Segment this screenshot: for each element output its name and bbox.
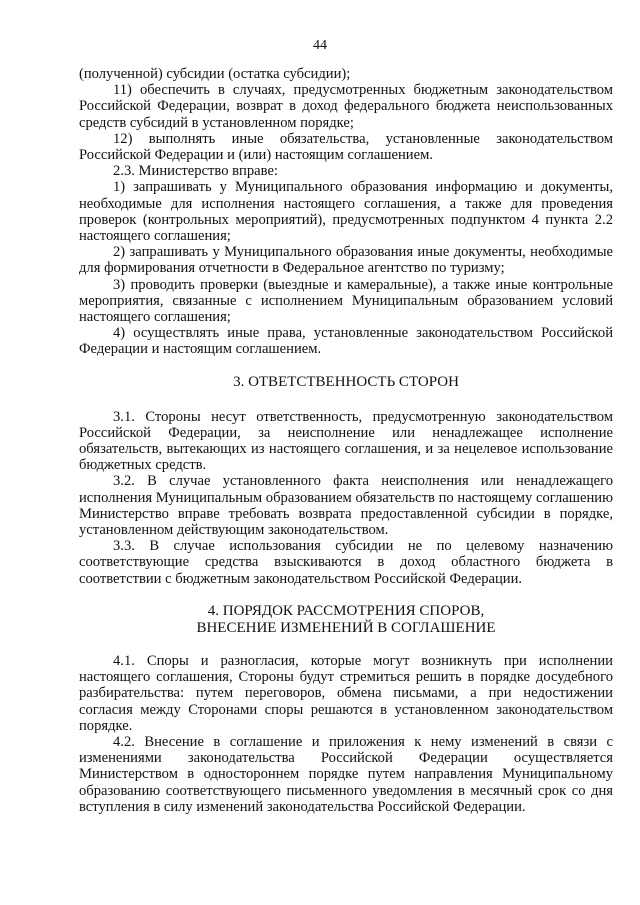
paragraph-right-4: 4) осуществлять иные права, установленные законодательством Российской Федерации и настоящим соглашением. <box>79 325 613 358</box>
paragraph-2-3: 2.3. Министерство вправе: <box>113 163 278 180</box>
section-4-heading-line2: ВНЕСЕНИЕ ИЗМЕНЕНИЙ В СОГЛАШЕНИЕ <box>196 619 496 636</box>
paragraph-4-2: 4.2. Внесение в соглашение и приложения к нему изменений в связи с изменениями законодательства Российской Федерации осуществляется Министерством в одностороннем порядке путем направления Муниципальному образованию соответствующего письменного уведомления в месячный срок со дня вступления в силу изменений законодательства Российской Федерации. <box>79 733 613 815</box>
paragraph-continuation: (полученной) субсидии (остатка субсидии); <box>79 66 351 82</box>
paragraph-right-1: 1) запрашивать у Муниципального образования информацию и документы, необходимые для исполнения настоящего соглашения, а также для проведения проверок (контрольных мероприятий), предусмотренных подпунктом 4 пункта 2.2 настоящего соглашения; <box>79 179 613 245</box>
document-body <box>79 66 613 815</box>
paragraph-3-1: 3.1. Стороны несут ответственность, предусмотренную законодательством Российской Федерации, за неисполнение или ненадлежащее исполнение обязательств, вытекающих из настоящего соглашения, и за нецелевое использование бюджетных средств. <box>79 408 613 474</box>
paragraph-right-3: 3) проводить проверки (выездные и камеральные), а также иные контрольные мероприятия, связанные с исполнением Муниципальным образованием условий настоящего соглашения; <box>79 276 613 326</box>
section-4-heading-line1: 4. ПОРЯДОК РАССМОТРЕНИЯ СПОРОВ, <box>207 602 485 619</box>
paragraph-right-2: 2) запрашивать у Муниципального образования иные документы, необходимые для формирования отчетности в Федеральное агентство по туризму; <box>79 244 613 277</box>
paragraph-4-1: 4.1. Споры и разногласия, которые могут возникнуть при исполнении настоящего соглашения, Стороны будут стремиться решить в порядке досудебного разбирательства: путем переговоров, обмена письмами, а при недостижении согласия между Сторонами споры решаются в установленном законодательством порядке. <box>79 652 613 734</box>
paragraph-item-12: 12) выполнять иные обязательства, установленные законодательством Российской Федерации и (или) настоящим соглашением. <box>79 130 613 164</box>
section-4-heading <box>79 603 613 637</box>
paragraph-3-2: 3.2. В случае установленного факта неисполнения или ненадлежащего исполнения Муниципальным образованием обязательств по настоящему соглашению Министерство вправе требовать возврата предоставленной субсидии в порядке, установленном действующим законодательством. <box>79 473 613 539</box>
section-3-heading: 3. ОТВЕТСТВЕННОСТЬ СТОРОН <box>233 373 459 390</box>
paragraph-3-3: 3.3. В случае использования субсидии не по целевому назначению соответствующие средства взыскиваются в доход областного бюджета в соответствии с бюджетным законодательством Российской Федерации. <box>79 538 613 587</box>
paragraph-item-11: 11) обеспечить в случаях, предусмотренных бюджетным законодательством Российской Федерации, возврат в доход федерального бюджета неиспользованных средств субсидий в установленном порядке; <box>79 82 613 131</box>
page-number: 44 <box>313 38 327 53</box>
